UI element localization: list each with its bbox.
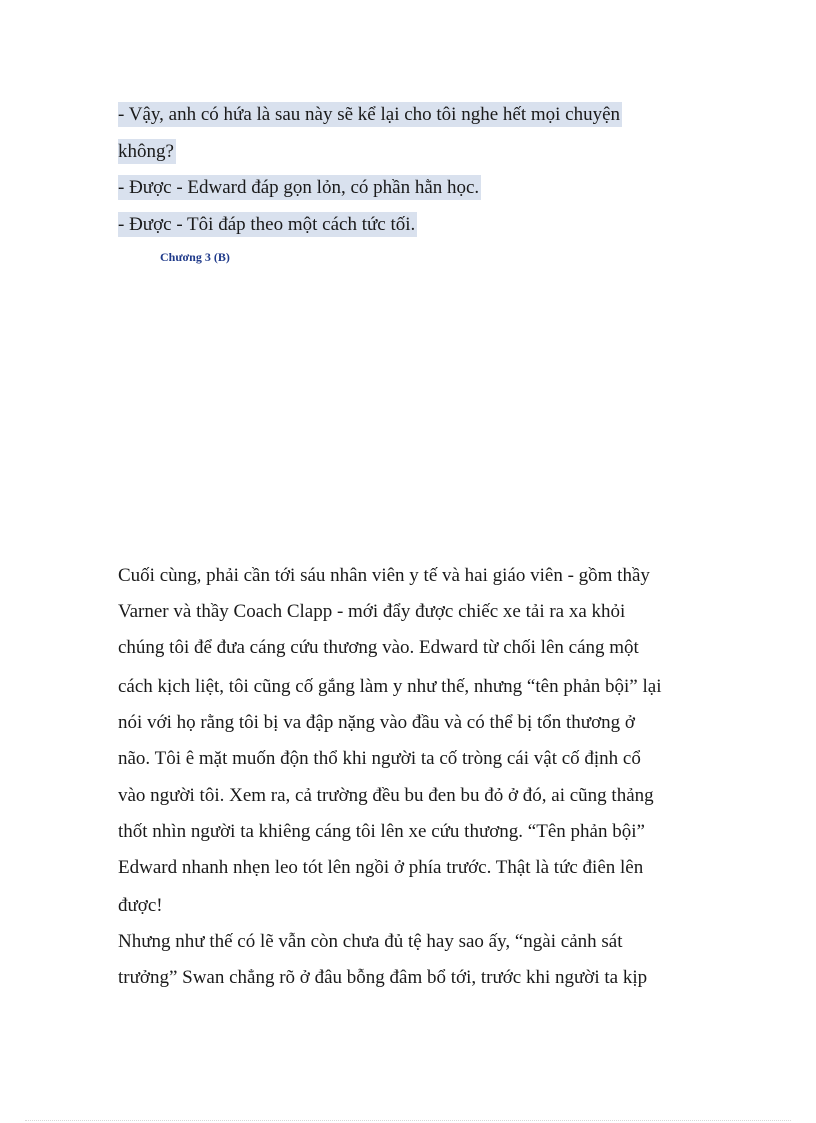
dialogue-text-3: - Được - Edward đáp gọn lỏn, có phần hằn học. xyxy=(118,177,480,198)
body-line-2: Varner và thầy Coach Clapp - mới đẩy được chiếc xe tải ra xa khỏi xyxy=(118,601,626,622)
dialogue-line-3 xyxy=(118,175,481,201)
dialogue-text-2: không? xyxy=(118,141,174,162)
body-line-7: vào người tôi. Xem ra, cả trường đều bu đen bu đỏ ở đó, ai cũng thảng xyxy=(118,785,654,806)
body-line-8: thốt nhìn người ta khiêng cáng tôi lên xe cứu thương. “Tên phản bội” xyxy=(118,821,645,842)
body-line-5: nói với họ rằng tôi bị va đập nặng vào đầu và có thể bị tổn thương ở xyxy=(118,712,635,733)
body-line-11: Nhưng như thế có lẽ vẫn còn chưa đủ tệ hay sao ấy, “ngài cảnh sát xyxy=(118,931,623,952)
body-line-12: trưởng” Swan chẳng rõ ở đâu bỗng đâm bổ tới, trước khi người ta kịp xyxy=(118,967,648,988)
dialogue-line-2 xyxy=(118,139,176,165)
body-line-6: não. Tôi ê mặt muốn độn thổ khi người ta cố tròng cái vật cố định cổ xyxy=(118,748,641,769)
body-line-4: cách kịch liệt, tôi cũng cố gắng làm y như thế, nhưng “tên phản bội” lại xyxy=(118,676,662,697)
chapter-heading: Chương 3 (B) xyxy=(160,250,230,264)
page-bottom-divider xyxy=(25,1120,791,1121)
body-line-3: chúng tôi để đưa cáng cứu thương vào. Edward từ chối lên cáng một xyxy=(118,637,639,658)
dialogue-line-4 xyxy=(118,212,417,238)
dialogue-line-1 xyxy=(118,102,622,128)
body-line-9: Edward nhanh nhẹn leo tót lên ngồi ở phía trước. Thật là tức điên lên xyxy=(118,857,644,878)
body-line-1: Cuối cùng, phải cần tới sáu nhân viên y tế và hai giáo viên - gồm thầy xyxy=(118,565,650,586)
body-line-10: được! xyxy=(118,895,163,916)
dialogue-text-1: - Vậy, anh có hứa là sau này sẽ kể lại cho tôi nghe hết mọi chuyện xyxy=(118,104,621,125)
dialogue-text-4: - Được - Tôi đáp theo một cách tức tối. xyxy=(118,214,416,235)
